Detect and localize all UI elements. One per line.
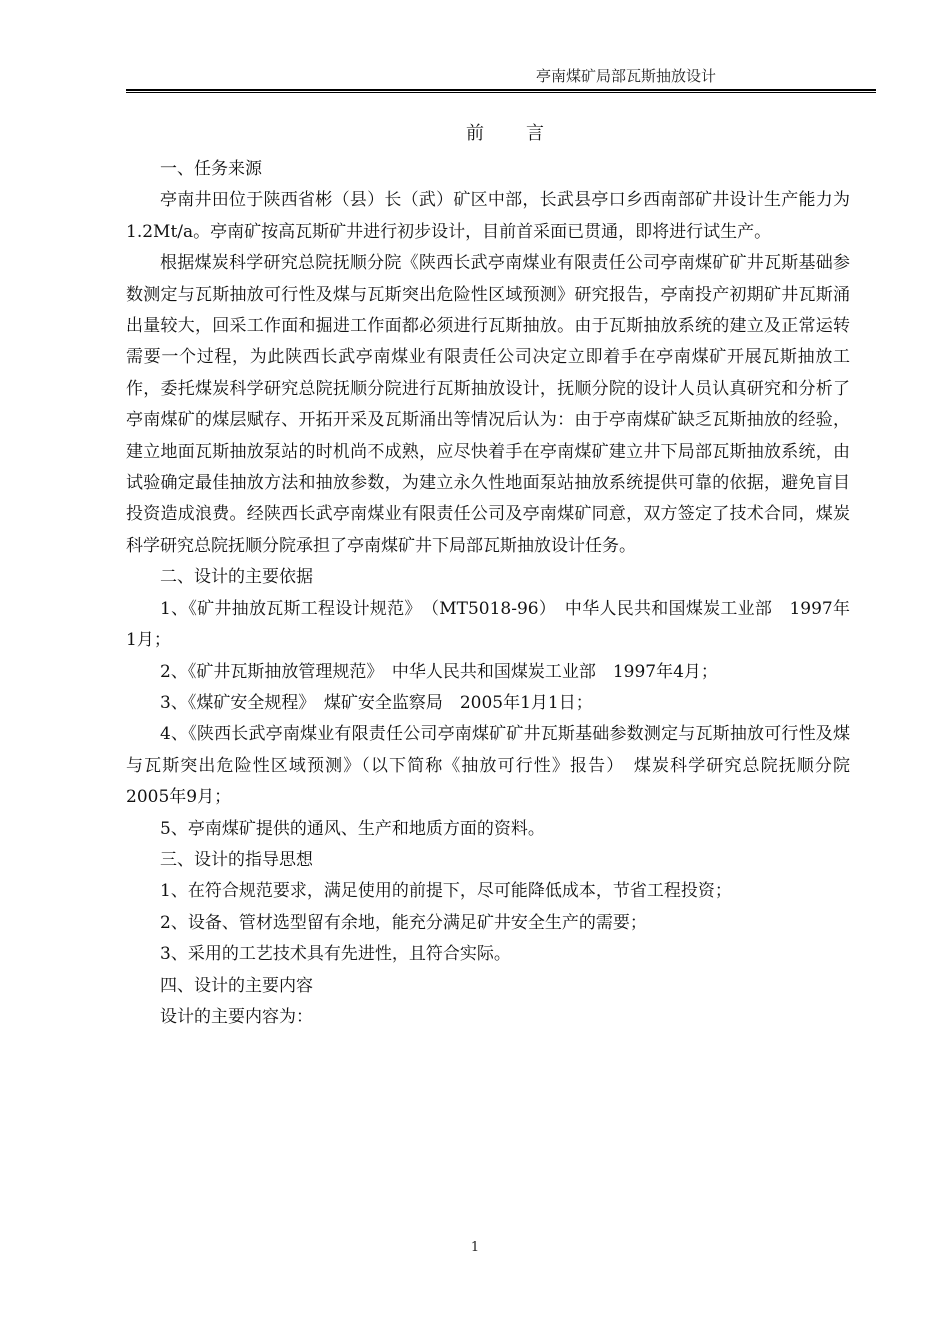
list-item: 4、《陕西长武亭南煤业有限责任公司亭南煤矿矿井瓦斯基础参数测定与瓦斯抽放可行性及煤与瓦斯突出危险性区域预测》（以下简称《抽放可行性》报告） 煤炭科学研究总院抚顺分院 2005年9月；	[126, 724, 867, 808]
list-item: 1、《矿井抽放瓦斯工程设计规范》 （MT5018-96） 中华人民共和国煤炭工业部 1997年1月；	[126, 598, 850, 651]
body-paragraph: 根据煤炭科学研究总院抚顺分院《陕西长武亭南煤业有限责任公司亭南煤矿矿井瓦斯基础参数测定与瓦斯抽放可行性及煤与瓦斯突出危险性区域预测》研究报告，亭南投产初期矿井瓦斯涌出量较大，回采工作面和掘进工作面都必须进行瓦斯抽放。由于瓦斯抽放系统的建立及正常运转需要一个过程，为此陕西长武亭南煤业有限责任公司决定立即着手在亭南煤矿开展瓦斯抽放工作，委托煤炭科学研究总院抚顺分院进行瓦斯抽放设计，抚顺分院的设计人员认真研究和分析了亭南煤矿的煤层赋存、开拓开采及瓦斯涌出等情况后认为：由于亭南煤矿缺乏瓦斯抽放的经验，建立地面瓦斯抽放泵站的时机尚不成熟，应尽快着手在亭南煤矿建立井下局部瓦斯抽放系统，由试验确定最佳抽放方法和抽放参数，为建立永久性地面泵站抽放系统提供可靠的依据，避免盲目投资造成浪费。经陕西长武亭南煤业有限责任公司及亭南煤矿同意，双方签定了技术合同，煤炭科学研究总院抚顺分院承担了亭南煤矿井下局部瓦斯抽放设计任务。	[126, 253, 850, 556]
list-item: 5、亭南煤矿提供的通风、生产和地质方面的资料。	[160, 818, 545, 839]
header-rule	[126, 89, 876, 93]
section-heading: 四、设计的主要内容	[160, 975, 313, 996]
list-item: 2、设备、管材选型留有余地，能充分满足矿井安全生产的需要；	[160, 912, 647, 933]
running-header: 亭南煤矿局部瓦斯抽放设计	[536, 67, 717, 85]
list-item: 2、《矿井瓦斯抽放管理规范》 中华人民共和国煤炭工业部 1997年4月；	[160, 661, 718, 682]
body-paragraph: 亭南井田位于陕西省彬（县）长（武）矿区中部，长武县亭口乡西南部矿井设计生产能力为1.2Mt/a。亭南矿按高瓦斯矿井进行初步设计，目前首采面已贯通，即将进行试生产。	[126, 190, 850, 242]
section-heading: 三、设计的指导思想	[160, 849, 313, 870]
list-item: 3、《煤矿安全规程》 煤矿安全监察局 2005年1月1日；	[160, 692, 593, 713]
list-item: 3、采用的工艺技术具有先进性，且符合实际。	[160, 944, 511, 965]
list-item: 1、在符合规范要求，满足使用的前提下，尽可能降低成本，节省工程投资；	[160, 881, 732, 902]
section-heading: 一、任务来源	[160, 159, 262, 179]
document-title: 前言	[466, 123, 586, 144]
document-body	[126, 154, 867, 1033]
section-heading: 二、设计的主要依据	[160, 567, 313, 588]
page-number: 1	[470, 1240, 480, 1255]
body-paragraph: 设计的主要内容为：	[160, 1006, 313, 1027]
